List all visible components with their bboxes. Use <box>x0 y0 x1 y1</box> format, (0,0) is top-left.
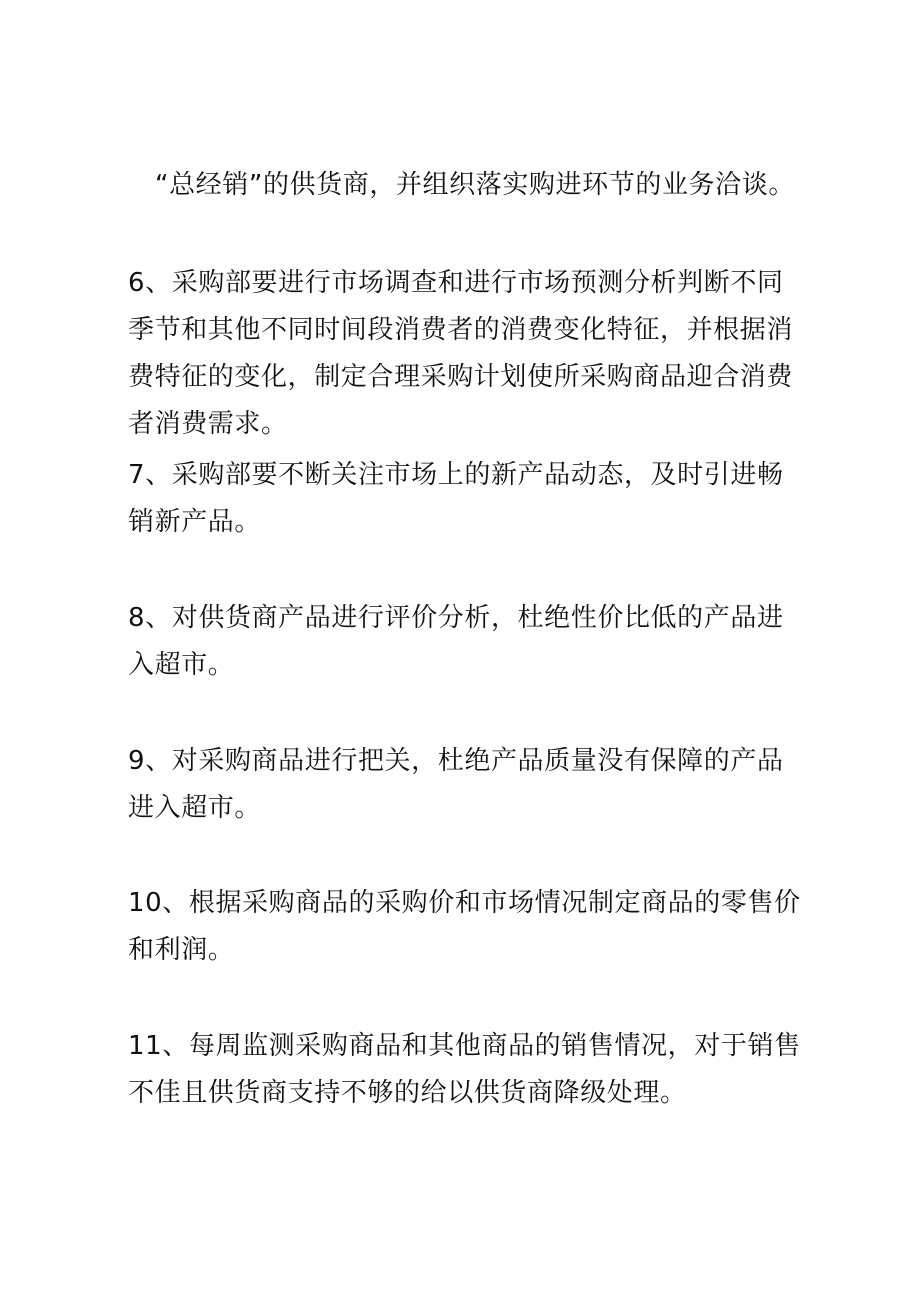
paragraph-item-11: 11、每周监测采购商品和其他商品的销售情况，对于销售不佳且供货商支持不够的给以供货商降级处理。 <box>128 1031 801 1108</box>
paragraph-item-8: 8、对供货商产品进行评价分析，杜绝性价比低的产品进入超市。 <box>128 603 784 680</box>
paragraph-item-10: 10、根据采购商品的采购价和市场情况制定商品的零售价和利润。 <box>128 888 801 965</box>
paragraph-item-9: 9、对采购商品进行把关，杜绝产品质量没有保障的产品进入超市。 <box>128 746 784 823</box>
paragraph-continuation: “总经销”的供货商，并组织落实购进环节的业务洽谈。 <box>155 170 795 200</box>
paragraph-item-7: 7、采购部要不断关注市场上的新产品动态，及时引进畅销新产品。 <box>128 460 784 537</box>
paragraph-item-6: 6、采购部要进行市场调查和进行市场预测分析判断不同季节和其他不同时间段消费者的消费变化特征，并根据消费特征的变化，制定合理采购计划使所采购商品迎合消费者消费需求。 <box>128 268 794 439</box>
